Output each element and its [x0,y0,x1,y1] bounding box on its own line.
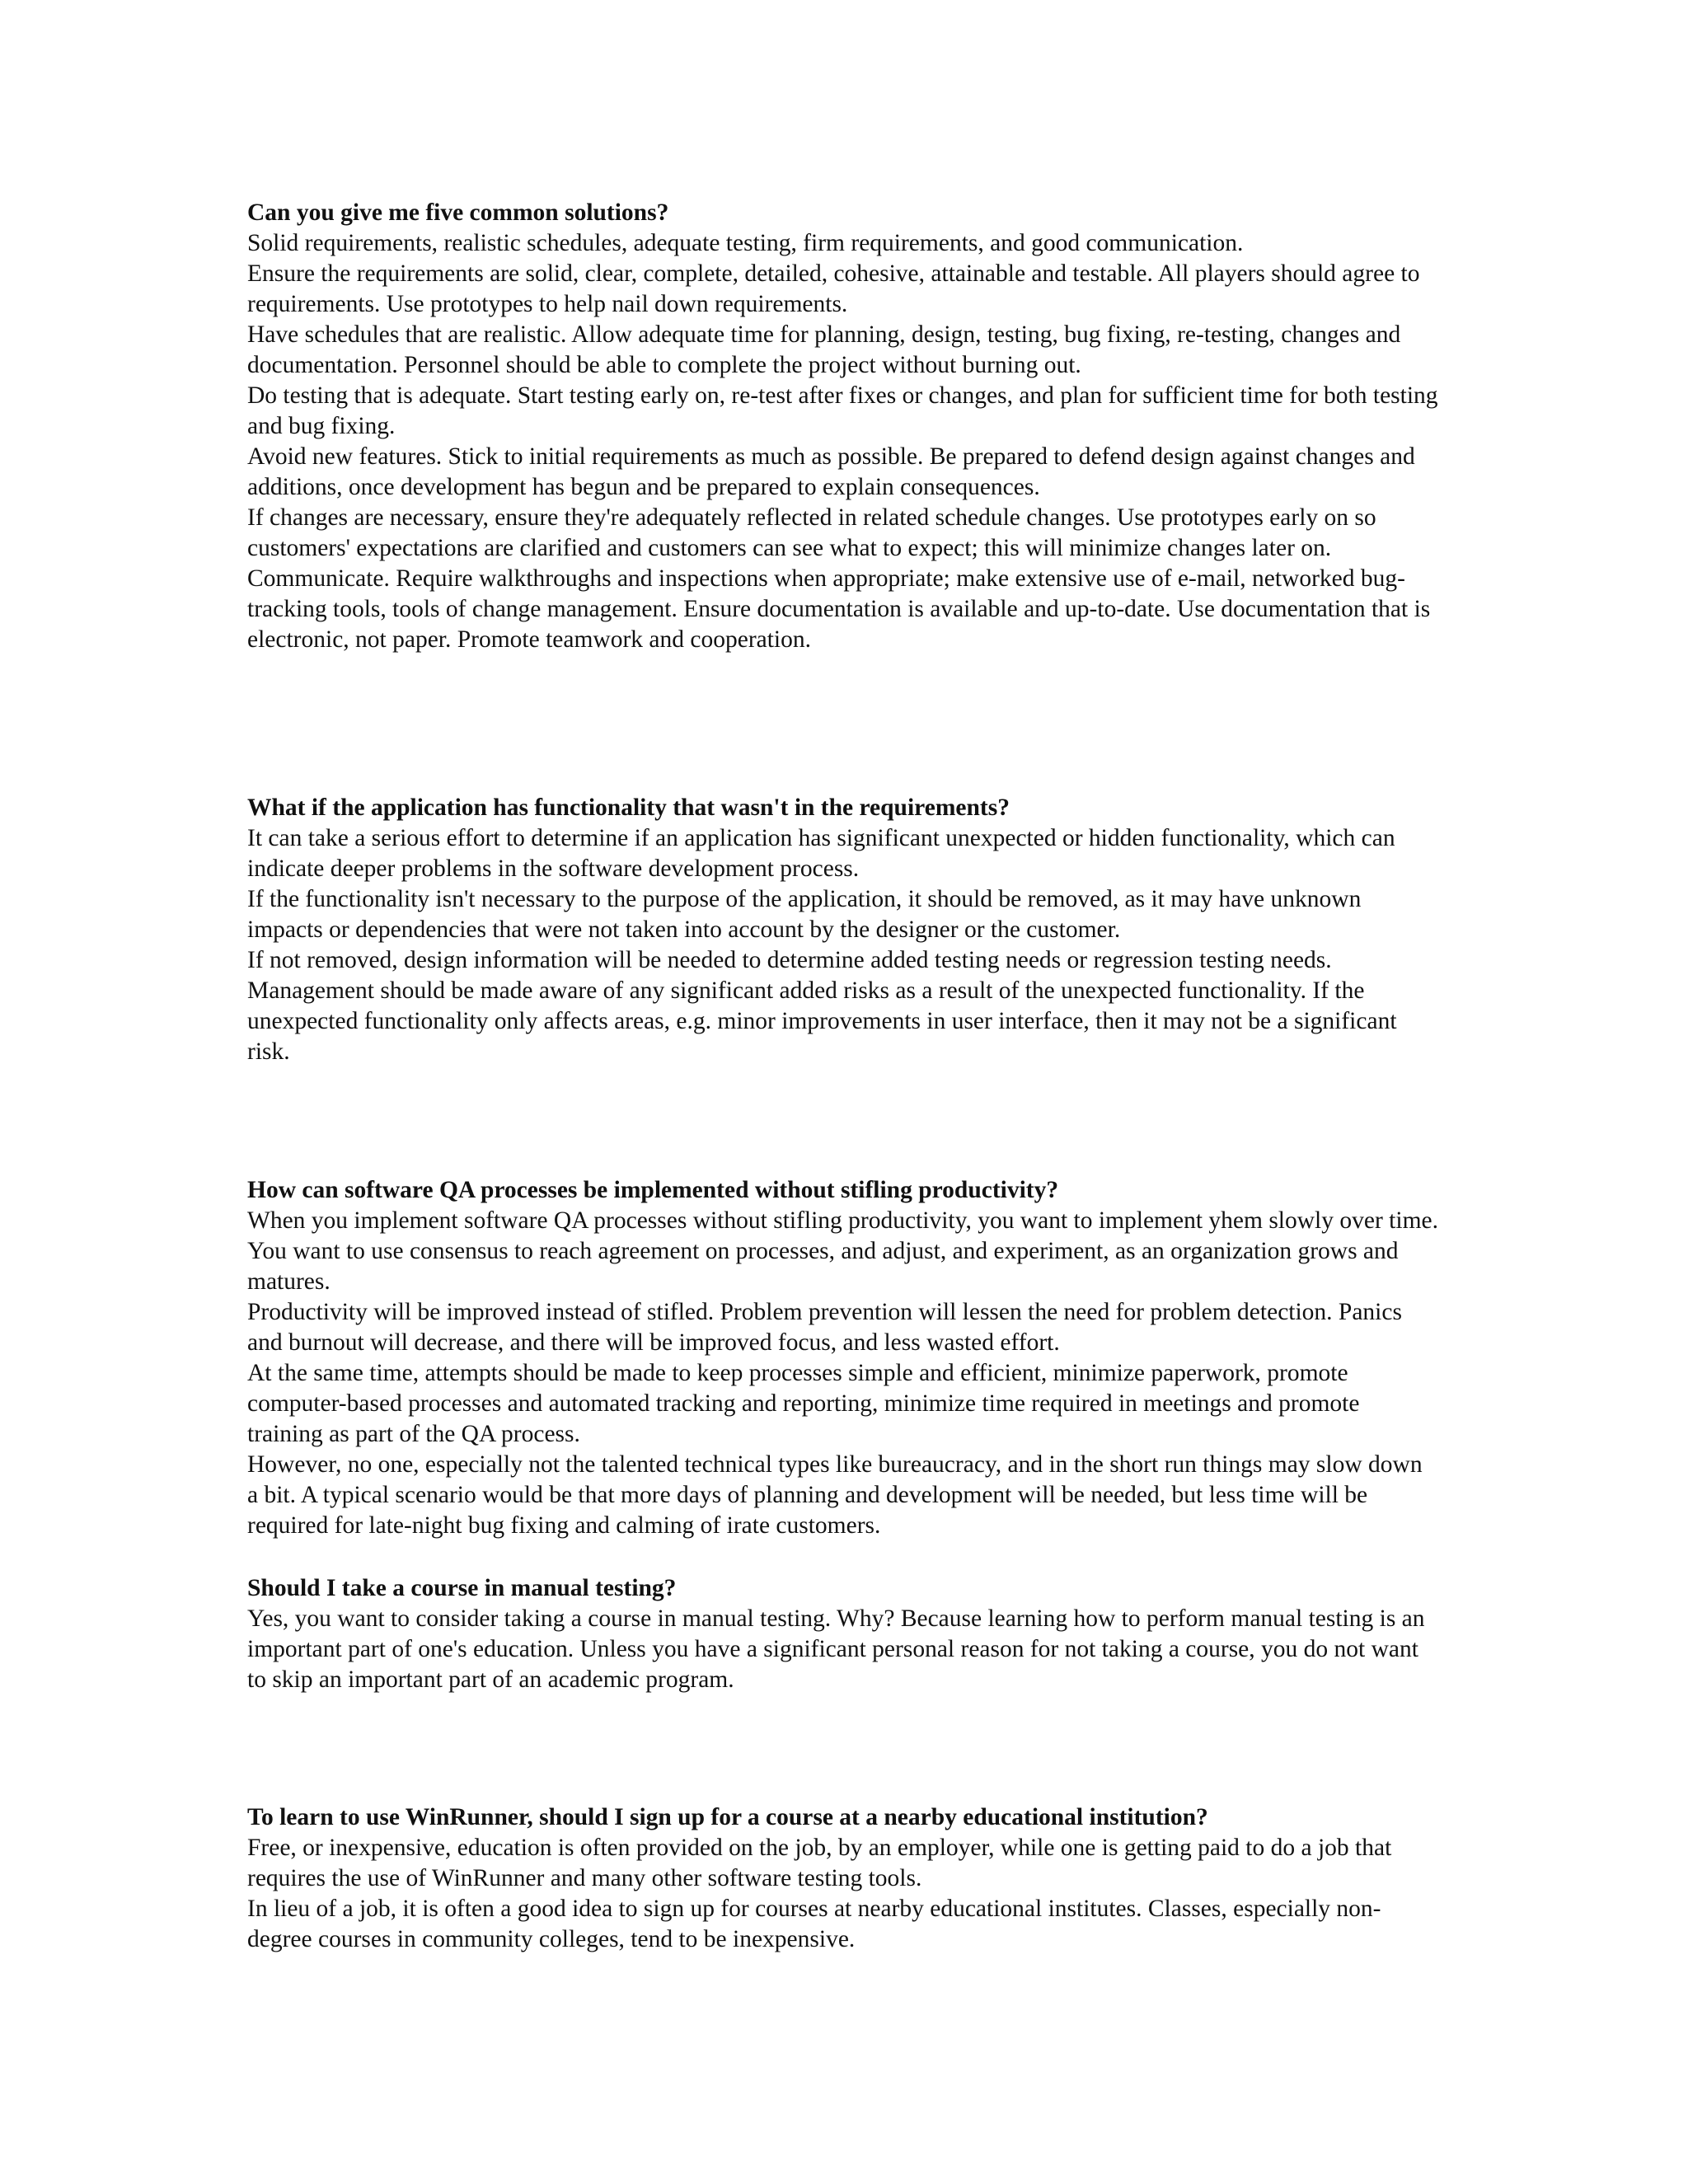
paragraph: However, no one, especially not the talented technical types like bureaucracy, and in the short run things may slow down a bit. A typical scenario would be that more days of planning and development will be needed, but less time will be required for late-night bug fixing and calming of irate customers. [247,1451,1423,1539]
paragraph: Ensure the requirements are solid, clear, complete, detailed, cohesive, attainable and testable. All players should agree to requirements. Use prototypes to help nail down requirements. [247,260,1420,317]
paragraph: In lieu of a job, it is often a good idea to sign up for courses at nearby educational institutes. Classes, especially non-degree courses in community colleges, tend to be inexpensive. [247,1896,1381,1952]
paragraph: Solid requirements, realistic schedules, adequate testing, firm requirements, and good communication. [247,230,1244,256]
faq-section-five-solutions [247,198,1438,655]
paragraph: At the same time, attempts should be made to keep processes simple and efficient, minimize paperwork, promote computer-based processes and automated tracking and reporting, minimize time required in meetings and promote training as part of the QA process. [247,1360,1360,1447]
paragraph: Productivity will be improved instead of stifled. Problem prevention will lessen the need for problem detection. Panics and burnout will decrease, and there will be improved focus, and less wasted effort. [247,1299,1402,1356]
paragraph: It can take a serious effort to determine if an application has significant unexpected or hidden functionality, which can indicate deeper problems in the software development process. [247,825,1395,882]
paragraph: If changes are necessary, ensure they're adequately reflected in related schedule changes. Use prototypes early on so customers' expectations are clarified and customers can see what to expect; this will minimize changes later on. [247,504,1376,561]
paragraph: Have schedules that are realistic. Allow adequate time for planning, design, testing, bug fixing, re-testing, changes and documentation. Personnel should be able to complete the project without burning out. [247,321,1401,378]
paragraph: Yes, you want to consider taking a course in manual testing. Why? Because learning how to perform manual testing is an important part of one's education. Unless you have a significant personal reason for not taking a course, you do not want to skip an important part of an academic program. [247,1605,1425,1693]
section-heading: To learn to use WinRunner, should I sign up for a course at a nearby educational institution? [247,1804,1208,1830]
faq-section-unexpected-functionality [247,793,1438,1067]
section-heading: What if the application has functionality that wasn't in the requirements? [247,794,1010,821]
section-heading: How can software QA processes be implemented without stifling productivity? [247,1177,1059,1203]
paragraph: Communicate. Require walkthroughs and inspections when appropriate; make extensive use of e-mail, networked bug-tracking tools, tools of change management. Ensure documentation is available and up-to-date. Use documentation that is electronic, not paper. Promote teamwork and cooperation. [247,565,1431,653]
faq-section-qa-processes [247,1175,1438,1541]
faq-section-winrunner-course [247,1802,1438,1955]
paragraph: Free, or inexpensive, education is often provided on the job, by an employer, while one is getting paid to do a job that requires the use of WinRunner and many other software testing tools. [247,1835,1392,1891]
paragraph: If the functionality isn't necessary to the purpose of the application, it should be removed, as it may have unknown impacts or dependencies that were not taken into account by the designer or the customer. [247,886,1362,943]
paragraph: Do testing that is adequate. Start testing early on, re-test after fixes or changes, and plan for sufficient time for both testing and bug fixing. [247,382,1438,439]
faq-section-manual-testing-course [247,1573,1438,1695]
paragraph: If not removed, design information will be needed to determine added testing needs or regression testing needs. Management should be made aware of any significant added risks as a result of the unexpected functionality. If the unexpected functionality only affects areas, e.g. minor improvements in user interface, then it may not be a significant risk. [247,947,1397,1065]
section-heading: Should I take a course in manual testing? [247,1575,677,1601]
section-heading: Can you give me five common solutions? [247,199,669,226]
paragraph: When you implement software QA processes without stifling productivity, you want to implement yhem slowly over time. You want to use consensus to reach agreement on processes, and adjust, and experiment, as an organization grows and matures. [247,1207,1438,1295]
paragraph: Avoid new features. Stick to initial requirements as much as possible. Be prepared to defend design against changes and additions, once development has begun and be prepared to explain consequences. [247,443,1415,500]
